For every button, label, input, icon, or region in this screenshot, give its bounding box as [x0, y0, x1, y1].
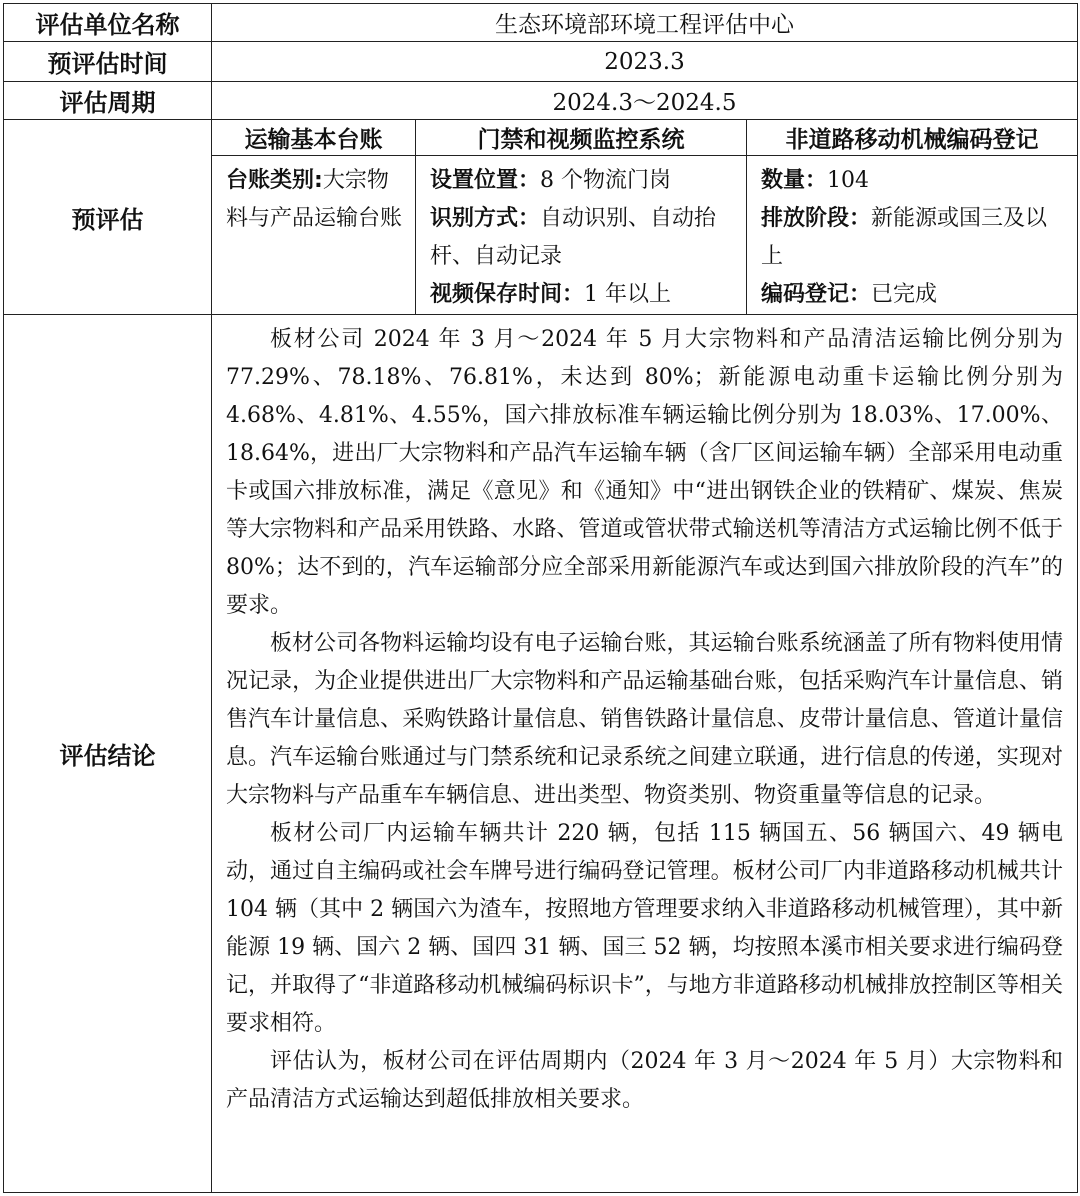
gate-retention: 视频保存时间：1 年以上 — [430, 282, 672, 307]
machinery-stage: 排放阶段：新能源或国三及以上 — [761, 206, 1048, 269]
ledger-cell: 台账类别:大宗物料与产品运输台账 — [212, 156, 416, 315]
pre-eval-label: 预评估 — [4, 120, 212, 315]
row-period — [4, 82, 1078, 120]
header-ledger: 运输基本台账 — [212, 120, 416, 156]
conclusion-paragraph: 板材公司厂内运输车辆共计 220 辆，包括 115 辆国五、56 辆国六、49 辆电动，通过自主编码或社会车牌号进行编码登记管理。板材公司厂内非道路移动机械共计 104 辆（其中 2 辆国六为渣车，按照地方管理要求纳入非道路移动机械管理），其中新能源 19 辆、国六 2 辆、国四 31 辆、国三 52 辆，均按照本溪市相关要求进行编码登记，并取得了“非道路移动机械编码标识卡”，与地方非道路移动机械排放控制区等相关要求相符。 — [226, 821, 1063, 1036]
pre-time-label: 预评估时间 — [4, 42, 212, 82]
conclusion-label: 评估结论 — [4, 315, 212, 1193]
machinery-cell — [747, 156, 1078, 315]
ledger-type-label: 台账类别 — [226, 168, 315, 193]
period-label: 评估周期 — [4, 82, 212, 120]
unit-label: 评估单位名称 — [4, 4, 212, 42]
row-conclusion — [4, 315, 1078, 1193]
unit-value: 生态环境部环境工程评估中心 — [212, 4, 1078, 42]
header-machinery: 非道路移动机械编码登记 — [747, 120, 1078, 156]
ledger-type-value: 大宗物料与产品运输台账 — [226, 168, 403, 231]
conclusion-body — [212, 315, 1078, 1193]
gate-cell — [416, 156, 747, 315]
gate-location: 设置位置：8 个物流门岗 — [430, 168, 672, 193]
machinery-registration: 编码登记：已完成 — [761, 282, 938, 307]
gate-method: 识别方式：自动识别、自动抬杆、自动记录 — [430, 206, 717, 269]
pre-time-value: 2023.3 — [212, 42, 1078, 82]
conclusion-paragraph: 评估认为，板材公司在评估周期内（2024 年 3 月～2024 年 5 月）大宗物料和产品清洁方式运输达到超低排放相关要求。 — [226, 1049, 1063, 1112]
row-pre-eval-headers — [4, 120, 1078, 156]
period-value: 2024.3～2024.5 — [212, 82, 1078, 120]
conclusion-paragraph: 板材公司各物料运输均设有电子运输台账，其运输台账系统涵盖了所有物料使用情况记录，为企业提供进出厂大宗物料和产品运输基础台账，包括采购汽车计量信息、销售汽车计量信息、采购铁路计量信息、销售铁路计量信息、皮带计量信息、管道计量信息。汽车运输台账通过与门禁系统和记录系统之间建立联通，进行信息的传递，实现对大宗物料与产品重车车辆信息、进出类型、物资类别、物资重量等信息的记录。 — [226, 631, 1063, 808]
row-pre-time — [4, 42, 1078, 82]
conclusion-paragraph: 板材公司 2024 年 3 月～2024 年 5 月大宗物料和产品清洁运输比例分别为 77.29%、78.18%、76.81%，未达到 80%；新能源电动重卡运输比例分别为 4.68%、4.81%、4.55%，国六排放标准车辆运输比例分别为 18.03%、17.00%、18.64%，进出厂大宗物料和产品汽车运输车辆（含厂区间运输车辆）全部采用电动重卡或国六排放标准，满足《意见》和《通知》中“进出钢铁企业的铁精矿、煤炭、焦炭等大宗物料和产品采用铁路、水路、管道或管状带式输送机等清洁方式运输比例不低于 80%；达不到的，汽车运输部分应全部采用新能源汽车或达到国六排放阶段的汽车”的要求。 — [226, 327, 1063, 618]
row-unit — [4, 4, 1078, 42]
assessment-table — [3, 3, 1078, 1193]
header-gate-system: 门禁和视频监控系统 — [416, 120, 747, 156]
machinery-count: 数量：104 — [761, 168, 870, 193]
